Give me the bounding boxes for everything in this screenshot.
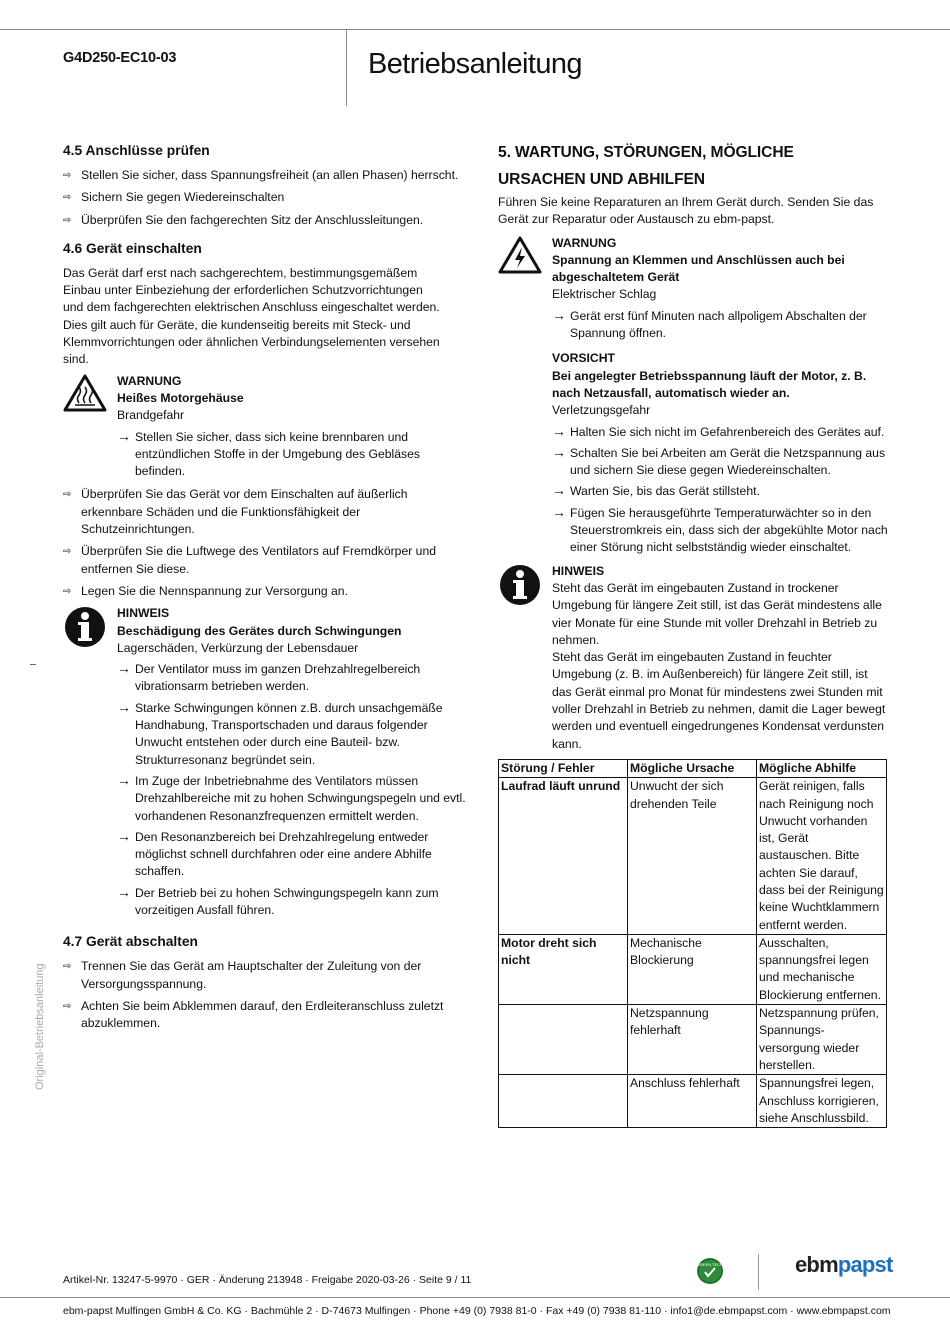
column-header: Mögliche Ursache <box>628 759 757 777</box>
arrow-icon: → <box>552 306 566 323</box>
table-header-row <box>499 759 887 777</box>
section-4-6-text: Das Gerät darf erst nach sachgerechtem, bestimmungsgemäßem Einbau unter Einbeziehung der erforderlichen Schutzvorrichtungen und dem fachgerechten elektrischen Anschluss eingeschaltet werden. Dies gilt auch für Geräte, die kundenseitig bereits mit Steck- und Klemmvorrichtungen oder ähnlichen Verbindungselementen versehen sind. <box>63 265 440 367</box>
warning-action: → Stellen Sie sicher, dass sich keine brennbaren und entzündlichen Stoffe in der Umgebung des Gebläses befinden. <box>117 427 421 479</box>
electric-shock-warning-icon <box>498 235 542 280</box>
section-5-title-line2: URSACHEN UND ABHILFEN <box>498 171 705 188</box>
side-label: Original-Betriebsanleitung <box>34 963 46 1090</box>
notice-title: Beschädigung des Gerätes durch Schwingungen <box>117 623 402 638</box>
ebm-papst-logo: ebmpapst <box>795 1252 893 1277</box>
caution-action: → Halten Sie sich nicht im Gefahrenbereich des Gerätes auf. <box>552 422 885 439</box>
warning-hot-surface <box>63 373 471 481</box>
caution-consequence: Verletzungsgefahr <box>552 403 651 418</box>
bullet-arrow-icon: ⇨ <box>63 489 72 501</box>
troubleshooting-table <box>498 759 887 1128</box>
notice-action: → Im Zuge der Inbetriebnahme des Ventilators müssen Drehzahlbereiche mit zu hohen Schwingungspegeln und evtl. vorhandenen Resonanzfrequenzen ermittelt werden. <box>117 771 466 823</box>
bullet-arrow-icon: ⇨ <box>63 214 72 226</box>
company-address: ebm-papst Mulfingen GmbH & Co. KG · Bachmühle 2 · D-74673 Mulfingen · Phone +49 (0) 7938 81-0 · Fax +49 (0) 7938 81-110 · info1@de.ebmpapst.com · www.ebmpapst.com <box>63 1305 891 1317</box>
table-cell: Gerät reinigen, falls nach Reinigung noch Unwucht vorhanden ist, Gerät austauschen. Bitte achten Sie darauf, dass bei der Reinigung keine Wuchtklammern entfernt werden. <box>757 778 887 935</box>
table-cell: Anschluss fehlerhaft <box>628 1075 757 1128</box>
notice-action: → Den Resonanzbereich bei Drehzahlregelung entweder möglichst schnell durchfahren oder eine andere Abhilfe schaffen. <box>117 827 432 879</box>
table-cell: Unwucht der sich drehenden Teile <box>628 778 757 935</box>
table-cell: Ausschalten, spannungsfrei legen und mechanische Blockierung entfernen. <box>757 934 887 1004</box>
table-cell: Netzspannung prüfen, Spannungs-versorgung wieder herstellen. <box>757 1005 887 1075</box>
table-cell: Mechanische Blockierung <box>628 934 757 1004</box>
list-item: ⇨ Achten Sie beim Abklemmen darauf, den Erdleiteranschluss zuletzt abzuklemmen. <box>63 998 444 1031</box>
arrow-icon: → <box>552 482 566 499</box>
notice-consequence: Lagerschäden, Verkürzung der Lebensdauer <box>117 640 359 655</box>
notice-text-humid: Steht das Gerät im eingebauten Zustand in feuchter Umgebung (z. B. im Außenbereich) für längere Zeit still, ist das Gerät einmal pro Monat für mindestens zwei Stunden mit voller Drehzahl in Betrieb zu nehmen, damit die Lager bewegt werden und eventuell eingedrungenes Kondensat verdunsten kann. <box>552 650 886 751</box>
warning-title: Spannung an Klemmen und Anschlüssen auch bei abgeschaltetem Gerät <box>552 252 845 285</box>
warning-label: WARNUNG <box>117 373 182 388</box>
right-column <box>498 140 888 1128</box>
header-divider <box>346 29 347 106</box>
table-row <box>499 1075 887 1128</box>
arrow-icon: → <box>117 883 131 900</box>
notice-label: HINWEIS <box>117 606 170 621</box>
caution-action: → Schalten Sie bei Arbeiten am Gerät die Netzspannung aus und sichern Sie diese gegen Wiedereinschalten. <box>552 443 886 478</box>
section-5-title-line1: 5. WARTUNG, STÖRUNGEN, MÖGLICHE <box>498 144 794 161</box>
arrow-icon: → <box>117 827 131 844</box>
column-header: Mögliche Abhilfe <box>757 759 887 777</box>
model-number: G4D250-EC10-03 <box>63 50 177 66</box>
caution-label: VORSICHT <box>552 351 615 366</box>
hot-surface-warning-icon <box>63 373 107 418</box>
green-tech-badge-icon <box>697 1258 723 1284</box>
list-item: ⇨ Überprüfen Sie die Luftwege des Ventilators auf Fremdkörper und entfernen Sie diese. <box>63 544 436 576</box>
section-4-6-title: 4.6 Gerät einschalten <box>63 240 202 256</box>
warning-electric <box>498 235 888 557</box>
bullet-arrow-icon: ⇨ <box>63 170 72 181</box>
list-item: ⇨ Trennen Sie das Gerät am Hauptschalter der Zuleitung von der Versorgungsspannung. <box>63 959 422 991</box>
bullet-arrow-icon: ⇨ <box>63 192 72 204</box>
footer-rule <box>0 1297 950 1298</box>
warning-consequence: Brandgefahr <box>117 408 185 423</box>
warning-consequence: Elektrischer Schlag <box>552 287 657 302</box>
arrow-icon: → <box>552 422 566 439</box>
arrow-icon: → <box>117 698 131 715</box>
badge-text: GREEN TECH <box>697 1262 723 1267</box>
header-rule <box>0 29 950 30</box>
notice-action: → Der Ventilator muss im ganzen Drehzahlregelbereich vibrationsarm betrieben werden. <box>117 660 421 694</box>
info-icon <box>498 563 542 612</box>
table-row <box>499 934 887 1004</box>
document-title: Betriebsanleitung <box>368 48 582 80</box>
arrow-icon: → <box>117 771 131 788</box>
bullet-arrow-icon: ⇨ <box>63 585 72 597</box>
notice-vibration <box>63 605 471 919</box>
arrow-icon: → <box>117 427 131 444</box>
table-row <box>499 1005 887 1075</box>
caution-title: Bei angelegter Betriebsspannung läuft der Motor, z. B. nach Netzausfall, automatisch wieder an. <box>552 368 867 400</box>
caution-action: → Fügen Sie herausgeführte Temperaturwächter so in den Steuerstromkreis ein, dass sich der abgekühlte Motor nach einer Störung nicht selbstständig wieder einschaltet. <box>552 503 888 555</box>
caution-action: → Warten Sie, bis das Gerät stillsteht. <box>552 482 760 499</box>
bullet-arrow-icon: ⇨ <box>63 546 72 558</box>
margin-tick <box>30 664 36 665</box>
list-item: ⇨ Legen Sie die Nennspannung zur Versorgung an. <box>63 583 471 600</box>
warning-label: WARNUNG <box>552 235 617 250</box>
notice-label: HINWEIS <box>552 563 605 578</box>
list-item: ⇨ Stellen Sie sicher, dass Spannungsfreiheit (an allen Phasen) herrscht. <box>63 167 471 184</box>
warning-action: → Gerät erst fünf Minuten nach allpoligem Abschalten der Spannung öffnen. <box>552 306 867 341</box>
table-row <box>499 778 887 935</box>
notice-storage <box>498 563 888 753</box>
list-item: ⇨ Überprüfen Sie den fachgerechten Sitz der Anschlussleitungen. <box>63 212 471 229</box>
footer-divider <box>758 1254 759 1290</box>
article-info: Artikel-Nr. 13247-5-9970 · GER · Änderung 213948 · Freigabe 2020-03-26 · Seite 9 / 11 <box>63 1274 472 1286</box>
list-item: ⇨ Überprüfen Sie das Gerät vor dem Einschalten auf äußerlich erkennbare Schäden und die Funktionsfähigkeit der Schutzeinrichtungen. <box>63 487 408 537</box>
column-header: Störung / Fehler <box>499 759 628 777</box>
arrow-icon: → <box>552 443 566 460</box>
table-cell <box>499 1005 628 1075</box>
table-cell: Netzspannung fehlerhaft <box>628 1005 757 1075</box>
info-icon <box>63 605 107 654</box>
notice-text-dry: Steht das Gerät im eingebauten Zustand in trockener Umgebung für längere Zeit still, ist das Gerät mindestens alle vier Monate für eine Stunde mit voller Drehzahl in Betrieb zu nehmen. <box>552 580 882 647</box>
arrow-icon: → <box>117 660 131 677</box>
table-cell <box>499 1075 628 1128</box>
notice-action: → Der Betrieb bei zu hohen Schwingungspegeln kann zum vorzeitigen Ausfall führen. <box>117 883 439 917</box>
list-item: ⇨ Sichern Sie gegen Wiedereinschalten <box>63 189 471 206</box>
bullet-arrow-icon: ⇨ <box>63 1000 72 1012</box>
warning-title: Heißes Motorgehäuse <box>117 390 244 405</box>
arrow-icon: → <box>552 503 566 520</box>
bullet-arrow-icon: ⇨ <box>63 961 72 973</box>
table-cell: Spannungsfrei legen, Anschluss korrigieren, siehe Anschlussbild. <box>757 1075 887 1128</box>
section-4-5-title: 4.5 Anschlüsse prüfen <box>63 143 210 158</box>
table-cell: Laufrad läuft unrund <box>499 778 628 935</box>
section-4-7-title: 4.7 Gerät abschalten <box>63 934 198 950</box>
left-column <box>63 142 471 1037</box>
notice-action: → Starke Schwingungen können z.B. durch unsachgemäße Handhabung, Transportschaden und daraus folgender Unwucht entstehen oder durch eine Bauteil- bzw. Strukturresonanz begründet sein. <box>117 698 443 767</box>
section-5-text: Führen Sie keine Reparaturen an Ihrem Gerät durch. Senden Sie das Gerät zur Reparatur oder Austausch zu ebm-papst. <box>498 195 874 227</box>
table-cell: Motor dreht sich nicht <box>499 934 628 1004</box>
